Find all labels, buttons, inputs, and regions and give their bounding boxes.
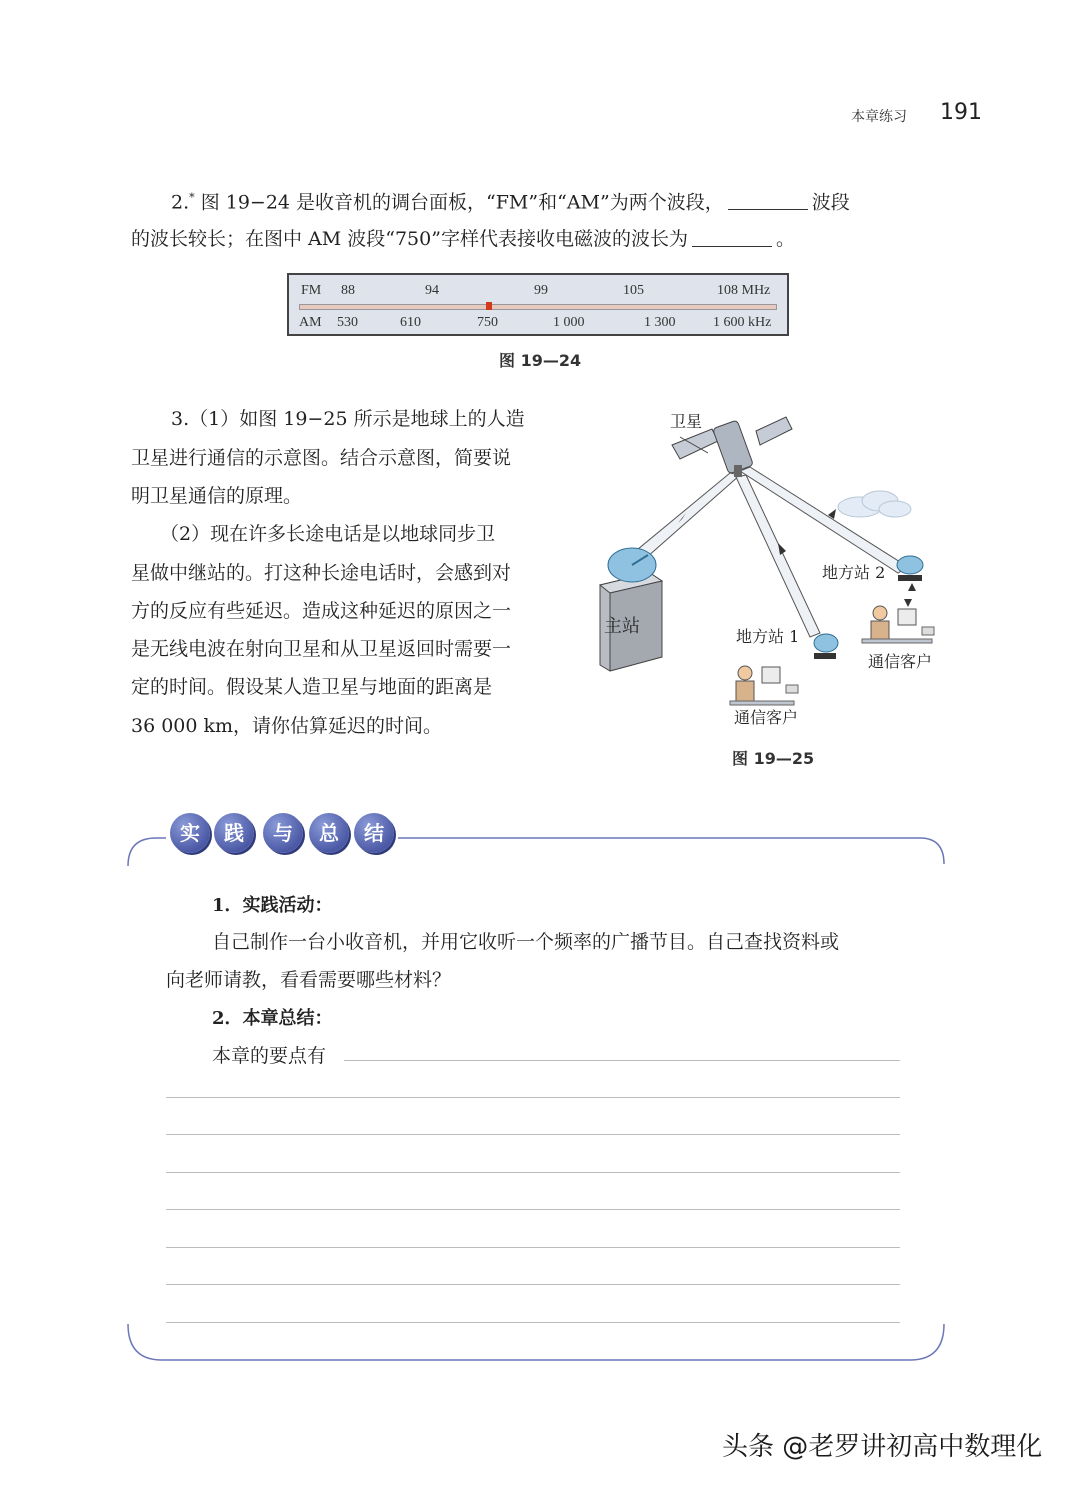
practice-item-1-line-1: 自己制作一台小收音机，并用它收听一个频率的广播节目。自己查找资料或 (212, 931, 840, 953)
phone-icon (922, 627, 934, 635)
label-main-station: 主站 (604, 616, 640, 637)
fm-tick: 99 (534, 283, 548, 298)
question-3-line: 星做中继站的。打这种长途电话时，会感到对 (131, 562, 512, 584)
dish-antenna-icon (897, 556, 923, 574)
station-2 (897, 556, 923, 607)
question-3-line: 36 000 km，请你估算延迟的时间。 (131, 715, 443, 737)
station-1 (814, 634, 838, 659)
section-title-char: 实 (170, 813, 210, 853)
section-title-char: 践 (214, 813, 254, 853)
am-tick: 1 300 (644, 315, 676, 330)
label-station-1: 地方站 1 (736, 627, 800, 646)
fm-tick: 94 (425, 283, 439, 298)
section-title-char: 总 (309, 813, 349, 853)
figure-19-24-caption: 图 19—24 (499, 351, 582, 370)
main-station-building (600, 548, 662, 671)
question-3-line: 明卫星通信的原理。 (131, 485, 303, 507)
label-client-2: 通信客户 (868, 652, 933, 671)
radio-tuning-panel (287, 273, 789, 336)
question-3-line: （2）现在许多长途电话是以地球同步卫 (160, 523, 496, 545)
phone-icon (786, 685, 798, 693)
page-number: 191 (940, 100, 982, 125)
practice-item-2-prompt: 本章的要点有 (212, 1045, 327, 1067)
writing-line[interactable] (166, 1209, 900, 1210)
computer-icon (762, 667, 780, 683)
am-tick: 610 (400, 315, 421, 330)
writing-line[interactable] (166, 1097, 900, 1098)
answer-blank-2[interactable] (692, 228, 772, 247)
practice-item-1-title: 1．实践活动： (212, 895, 333, 916)
fm-tick: 105 (623, 283, 644, 298)
label-station-2: 地方站 2 (822, 563, 886, 582)
am-tick: 1 600 kHz (713, 315, 772, 330)
am-tick: 1 000 (553, 315, 585, 330)
answer-blank-1[interactable] (728, 191, 808, 210)
practice-item-1-line-2: 向老师请教，看看需要哪些材料？ (166, 969, 452, 991)
question-3-line: 卫星进行通信的示意图。结合示意图，简要说 (131, 447, 512, 469)
fm-label: FM (301, 283, 322, 298)
writing-line[interactable] (166, 1134, 900, 1135)
am-tick: 530 (337, 315, 358, 330)
writing-line[interactable] (166, 1284, 900, 1285)
signal-beams (626, 467, 908, 637)
question-2-line-2: 的波长较长；在图中 AM 波段“750”字样代表接收电磁波的波长为 。 (131, 228, 795, 250)
am-tick: 750 (477, 315, 498, 330)
tuning-track (299, 304, 777, 310)
question-3-line: 定的时间。假设某人造卫星与地面的距离是 (131, 676, 493, 698)
question-3-line: 3.（1）如图 19−25 所示是地球上的人造 (171, 408, 525, 430)
writing-line[interactable] (166, 1172, 900, 1173)
label-satellite: 卫星 (670, 412, 703, 431)
label-client-1: 通信客户 (734, 708, 799, 727)
running-header: 本章练习 (851, 109, 907, 125)
client-1-workstation (730, 666, 798, 705)
watermark: 头条 @老罗讲初高中数理化 (722, 1432, 1043, 1462)
question-3-line: 是无线电波在射向卫星和从卫星返回时需要一 (131, 638, 512, 660)
satellite-communication-diagram (590, 395, 946, 740)
section-title-char: 与 (263, 813, 303, 853)
computer-icon (898, 609, 916, 625)
writing-line[interactable] (166, 1322, 900, 1323)
fm-tick: 88 (341, 283, 355, 298)
tuning-pointer (486, 302, 492, 310)
fm-tick: 108 MHz (717, 283, 771, 298)
writing-line[interactable] (166, 1247, 900, 1248)
dish-antenna-icon (814, 634, 838, 652)
client-2-workstation (862, 606, 934, 643)
section-title-char: 结 (354, 813, 394, 853)
cloud-icon (838, 491, 911, 517)
practice-item-2-title: 2．本章总结： (212, 1008, 333, 1029)
am-label: AM (299, 315, 322, 330)
question-3-line: 方的反应有些延迟。造成这种延迟的原因之一 (131, 600, 512, 622)
writing-line[interactable] (344, 1060, 900, 1061)
figure-19-25-caption: 图 19—25 (732, 749, 815, 768)
question-2-line-1: 2.* 图 19−24 是收音机的调台面板，“FM”和“AM”为两个波段， 波段 (171, 191, 850, 214)
